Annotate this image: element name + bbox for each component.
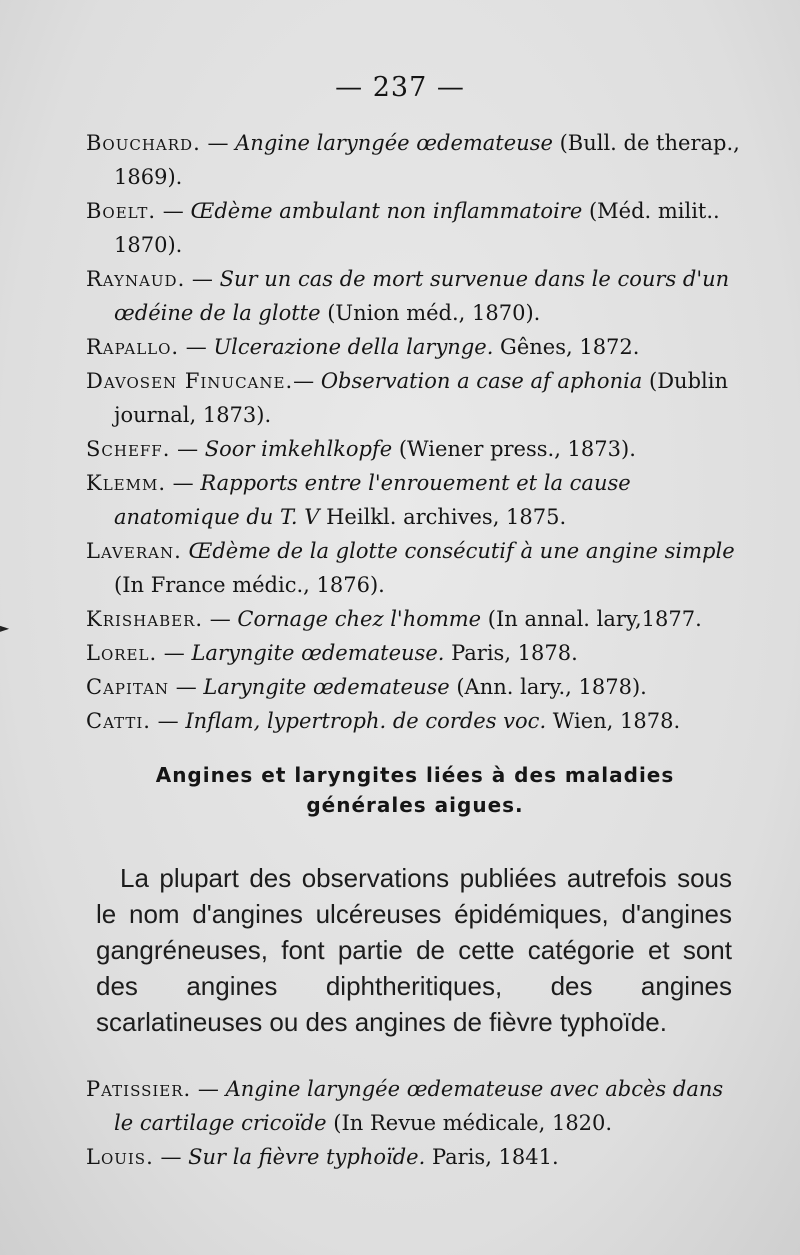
body-paragraph: La plupart des observations publiées autrefois sous le nom d'angines ulcéreuses épidémiques, d'angines gangréneuses, font partie de cette catégorie et sont des angines diphtheritiques, des angines scarlatineuses ou des angines de fièvre typhoïde. — [96, 863, 732, 1037]
bibliography-entry: Klemm. — Rapports entre l'enrouement et la cause anatomique du T. V Heilkl. archives, 1875. — [86, 471, 631, 529]
bibliography-entry: Lorel. — Laryngite œdemateuse. Paris, 1878. — [86, 641, 578, 665]
bibliography-entry: Laveran. Œdème de la glotte consécutif à une angine simple (In France médic., 1876). — [86, 539, 735, 597]
page-number: — 237 — — [335, 72, 465, 103]
bibliography-entry: Raynaud. — Sur un cas de mort survenue dans le cours d'un œdéine de la glotte (Union méd., 1870). — [86, 267, 730, 325]
margin-mark-icon: ► — [0, 621, 10, 635]
bibliography-entry: Patissier. — Angine laryngée œdemateuse avec abcès dans le cartilage cricoïde (In Revue médicale, 1820. — [86, 1077, 724, 1135]
section-heading-line: Angines et laryngites liées à des maladies — [155, 763, 675, 787]
bibliography-entry: Krishaber. — Cornage chez l'homme (In annal. lary,1877. — [86, 607, 702, 631]
bibliography-entry: Scheff. — Soor imkehlkopfe (Wiener press., 1873). — [86, 437, 636, 461]
bibliography-entry: Louis. — Sur la fièvre typhoïde. Paris, 1841. — [86, 1145, 559, 1169]
bibliography-entry: Capitan — Laryngite œdemateuse (Ann. lary., 1878). — [86, 675, 647, 699]
bibliography-entry: Davosen Finucane.— Observation a case af aphonia (Dublin journal, 1873). — [86, 369, 728, 427]
bibliography-bottom — [86, 1072, 746, 1174]
bibliography-entry: Boelt. — Œdème ambulant non inflammatoire (Méd. milit.. 1870). — [86, 199, 720, 257]
section-heading-line: générales aigues. — [306, 793, 524, 817]
bibliography-entry: Bouchard. — Angine laryngée œdemateuse (Bull. de therap., 1869). — [86, 131, 740, 189]
bibliography-entry: Rapallo. — Ulcerazione della larynge. Gênes, 1872. — [86, 335, 640, 359]
bibliography-top — [86, 126, 746, 738]
section-heading — [110, 760, 720, 820]
bibliography-entry: Catti. — Inflam, lypertroph. de cordes voc. Wien, 1878. — [86, 709, 681, 733]
